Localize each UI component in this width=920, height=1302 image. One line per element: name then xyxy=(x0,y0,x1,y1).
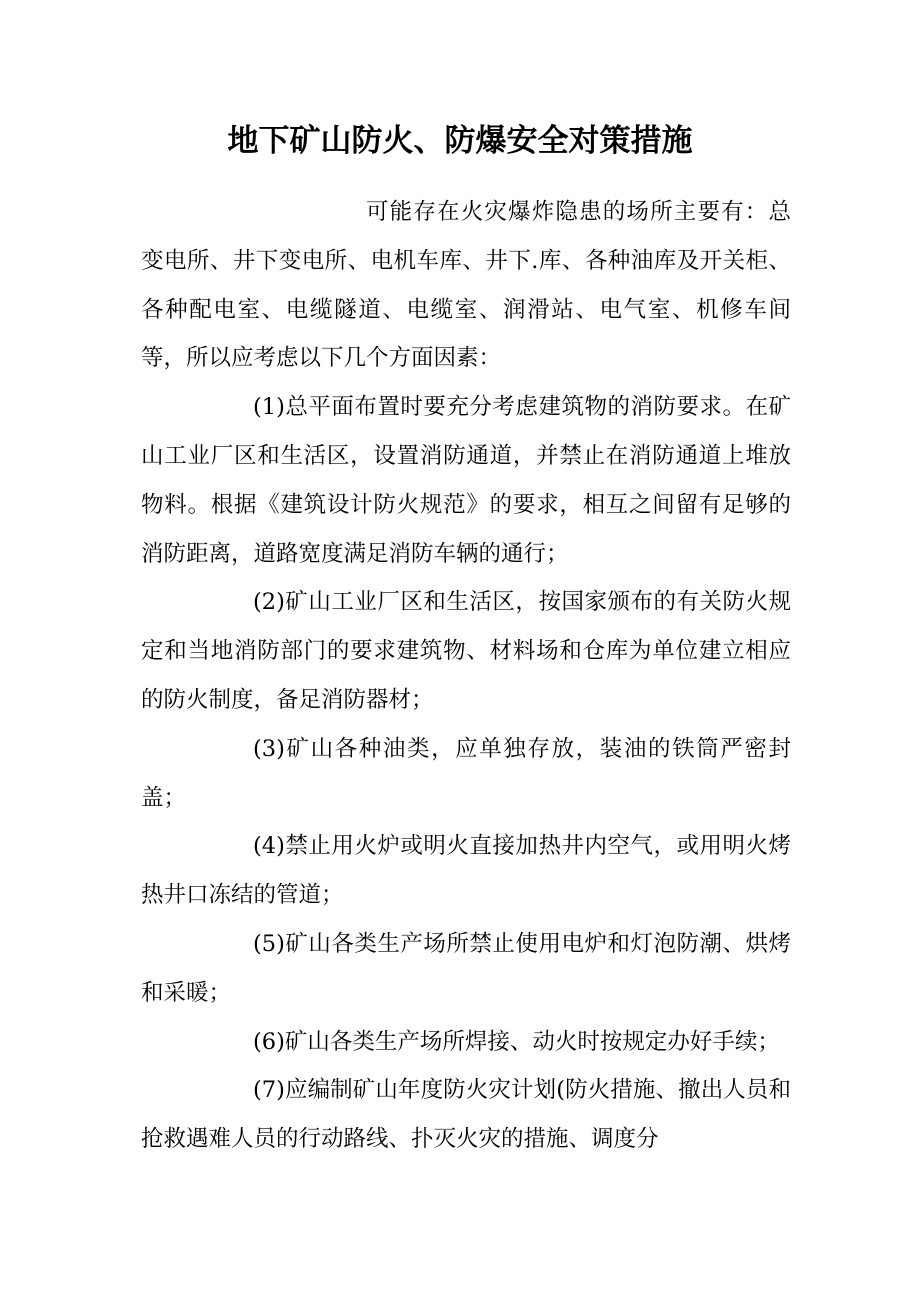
measure-paragraph-7: (7)应编制矿山年度防火灾计划(防火措施、撤出人员和抢救遇难人员的行动路线、扑灭火灾的措施、调度分 xyxy=(141,1077,791,1153)
intro-paragraph: 可能存在火灾爆炸隐患的场所主要有：总变电所、井下变电所、电机车库、井下.库、各种油库及开关柜、各种配电室、电缆隧道、电缆室、润滑站、电气室、机修车间等，所以应考虑以下几个方面因素： xyxy=(141,199,791,372)
measure-paragraph-4: (4)禁止用火炉或明火直接加热井内空气，或用明火烤热井口冻结的管道； xyxy=(141,833,791,909)
document-body xyxy=(141,188,791,1164)
measure-paragraph-5: (5)矿山各类生产场所禁止使用电炉和灯泡防潮、烘烤和采暖； xyxy=(141,930,791,1006)
document-title: 地下矿山防火、防爆安全对策措施 xyxy=(227,123,693,159)
measure-paragraph-3: (3)矿山各种油类，应单独存放，装油的铁筒严密封盖； xyxy=(141,735,791,811)
measure-paragraph-1: (1)总平面布置时要充分考虑建筑物的消防要求。在矿山工业厂区和生活区，设置消防通道，并禁止在消防通道上堆放物料。根据《建筑设计防火规范》的要求，相互之间留有足够的消防距离，道路宽度满足消防车辆的通行； xyxy=(141,394,791,567)
measure-paragraph-2: (2)矿山工业厂区和生活区，按国家颁布的有关防火规定和当地消防部门的要求建筑物、材料场和仓库为单位建立相应的防火制度，备足消防器材； xyxy=(141,589,791,713)
measure-paragraph-6: (6)矿山各类生产场所焊接、动火时按规定办好手续； xyxy=(253,1028,780,1055)
